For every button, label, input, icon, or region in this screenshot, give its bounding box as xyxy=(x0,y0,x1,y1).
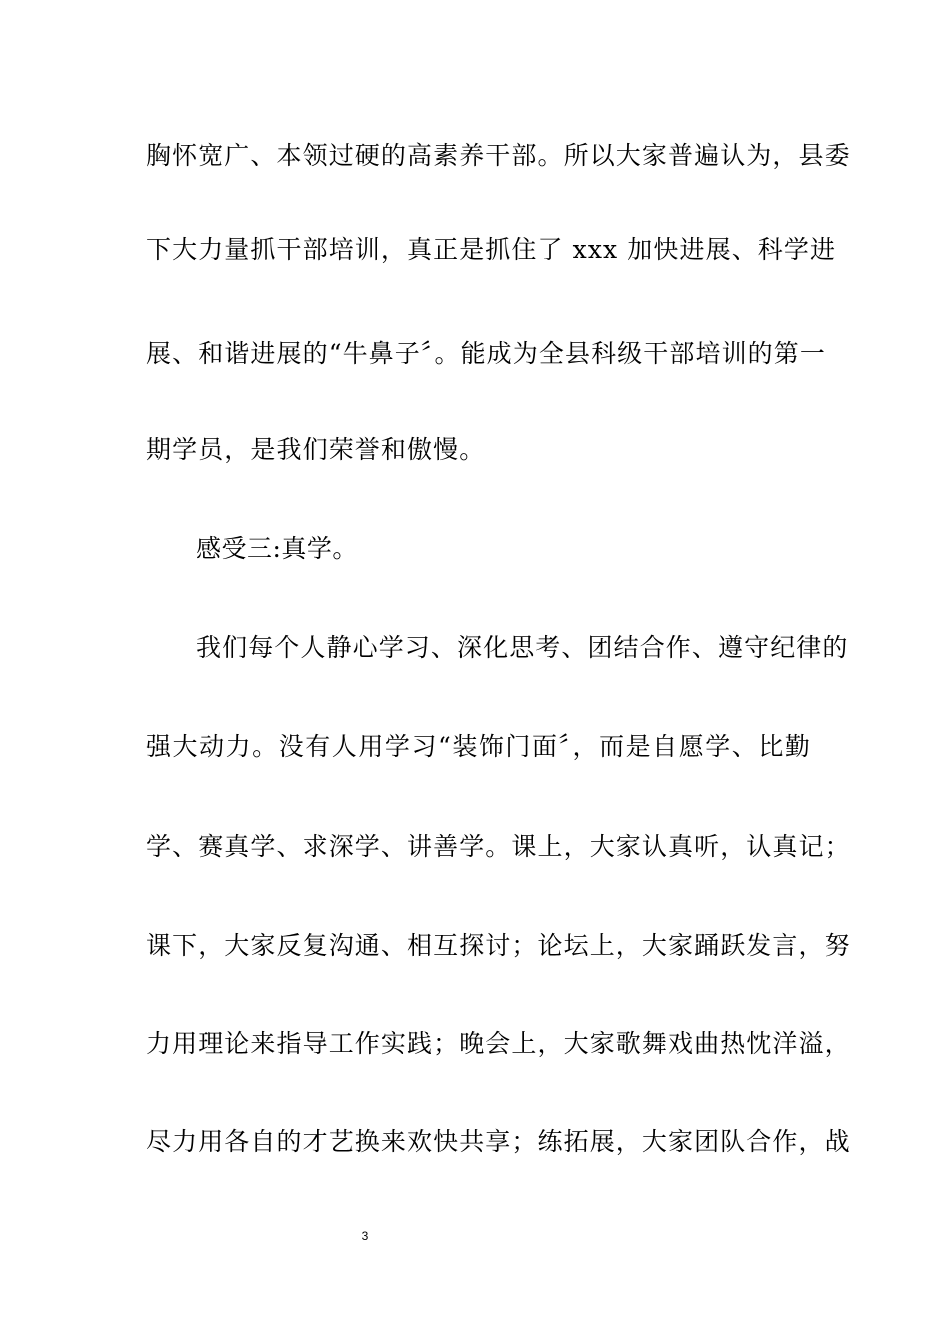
paragraph-line: 胸怀宽广、本领过硬的高素养干部。所以大家普遍认为，县委 xyxy=(146,141,851,170)
page-number: 3 xyxy=(361,1229,369,1243)
paragraph-line: 力用理论来指导工作实践；晚会上，大家歌舞戏曲热忱洋溢， xyxy=(146,1029,851,1058)
paragraph-line: 下大力量抓干部培训，真正是抓住了 xxx 加快进展、科学进 xyxy=(146,235,837,264)
paragraph-line: 学、赛真学、求深学、讲善学。课上，大家认真听，认真记； xyxy=(146,832,851,861)
paragraph-line: 强大动力。没有人用学习“装饰门面〞，而是自愿学、比勤 xyxy=(146,732,811,761)
section-heading: 感受三:真学。 xyxy=(196,534,358,563)
paragraph-line: 期学员，是我们荣誉和傲慢。 xyxy=(146,435,486,464)
paragraph-line: 尽力用各自的才艺换来欢快共享；练拓展，大家团队合作，战 xyxy=(146,1127,851,1156)
paragraph-line: 展、和谐进展的“牛鼻子〞。能成为全县科级干部培训的第一 xyxy=(146,339,826,368)
paragraph-line: 课下，大家反复沟通、相互探讨；论坛上，大家踊跃发言，努 xyxy=(146,931,851,960)
paragraph-line: 我们每个人静心学习、深化思考、团结合作、遵守纪律的 xyxy=(196,633,849,662)
